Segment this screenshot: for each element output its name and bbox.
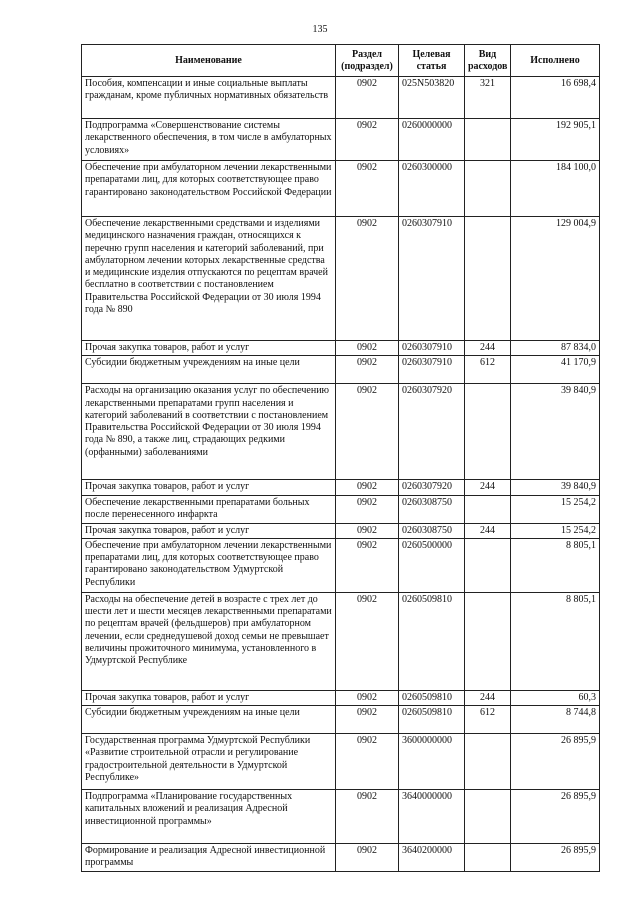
cell-vid: 244 [465, 480, 511, 495]
cell-razdel: 0902 [336, 356, 399, 384]
cell-ispolneno: 41 170,9 [511, 356, 600, 384]
budget-table [81, 44, 600, 872]
cell-vid [465, 538, 511, 592]
cell-name: Прочая закупка товаров, работ и услуг [82, 690, 336, 705]
header-razdel: Раздел (подраздел) [336, 45, 399, 77]
cell-vid: 244 [465, 523, 511, 538]
table-row [82, 538, 600, 592]
cell-name: Подпрограмма «Планирование государственных капитальных вложений и реализация Адресной инвестиционной программы» [82, 790, 336, 844]
cell-razdel: 0902 [336, 592, 399, 690]
cell-vid [465, 844, 511, 872]
table-row [82, 119, 600, 161]
header-ispolneno: Исполнено [511, 45, 600, 77]
cell-name: Формирование и реализация Адресной инвестиционной программы [82, 844, 336, 872]
cell-ispolneno: 26 895,9 [511, 844, 600, 872]
cell-ispolneno: 60,3 [511, 690, 600, 705]
cell-vid: 244 [465, 690, 511, 705]
cell-razdel: 0902 [336, 217, 399, 341]
cell-name: Субсидии бюджетным учреждениям на иные цели [82, 356, 336, 384]
table-row [82, 495, 600, 523]
table-row [82, 480, 600, 495]
cell-name: Обеспечение при амбулаторном лечении лекарственными препаратами лиц, для которых соответствующее право гарантировано законодательством Российской Федерации [82, 161, 336, 217]
cell-statya: 0260308750 [399, 523, 465, 538]
cell-statya: 025N503820 [399, 77, 465, 119]
cell-razdel: 0902 [336, 384, 399, 480]
cell-statya: 0260300000 [399, 161, 465, 217]
cell-vid [465, 790, 511, 844]
cell-razdel: 0902 [336, 790, 399, 844]
cell-ispolneno: 8 805,1 [511, 592, 600, 690]
cell-ispolneno: 15 254,2 [511, 495, 600, 523]
table-row [82, 161, 600, 217]
table-row [82, 790, 600, 844]
table-row [82, 384, 600, 480]
table-row [82, 77, 600, 119]
table-row [82, 341, 600, 356]
cell-ispolneno: 87 834,0 [511, 341, 600, 356]
cell-statya: 0260509810 [399, 706, 465, 734]
cell-vid [465, 734, 511, 790]
cell-statya: 0260307920 [399, 384, 465, 480]
cell-ispolneno: 16 698,4 [511, 77, 600, 119]
cell-name: Государственная программа Удмуртской Республики «Развитие строительной отрасли и регулирование градостроительной деятельности в Удмуртской Республике» [82, 734, 336, 790]
cell-ispolneno: 129 004,9 [511, 217, 600, 341]
cell-vid [465, 495, 511, 523]
cell-razdel: 0902 [336, 706, 399, 734]
cell-razdel: 0902 [336, 119, 399, 161]
cell-razdel: 0902 [336, 161, 399, 217]
cell-name: Обеспечение лекарственными препаратами больных после перенесенного инфаркта [82, 495, 336, 523]
cell-ispolneno: 26 895,9 [511, 790, 600, 844]
cell-name: Прочая закупка товаров, работ и услуг [82, 523, 336, 538]
header-statya: Целевая статья [399, 45, 465, 77]
cell-ispolneno: 8 744,8 [511, 706, 600, 734]
header-name: Наименование [82, 45, 336, 77]
cell-vid [465, 119, 511, 161]
cell-ispolneno: 26 895,9 [511, 734, 600, 790]
cell-razdel: 0902 [336, 538, 399, 592]
cell-razdel: 0902 [336, 77, 399, 119]
table-row [82, 523, 600, 538]
cell-vid [465, 161, 511, 217]
table-row [82, 217, 600, 341]
cell-razdel: 0902 [336, 523, 399, 538]
header-vid: Вид расходов [465, 45, 511, 77]
cell-statya: 3600000000 [399, 734, 465, 790]
table-header-row [82, 45, 600, 77]
cell-name: Субсидии бюджетным учреждениям на иные цели [82, 706, 336, 734]
cell-name: Обеспечение при амбулаторном лечении лекарственными препаратами лиц, для которых соответствующее право гарантировано законодательством Удмуртской Республики [82, 538, 336, 592]
cell-name: Подпрограмма «Совершенствование системы лекарственного обеспечения, в том числе в амбулаторных условиях» [82, 119, 336, 161]
cell-ispolneno: 184 100,0 [511, 161, 600, 217]
cell-razdel: 0902 [336, 734, 399, 790]
cell-name: Пособия, компенсации и иные социальные выплаты гражданам, кроме публичных нормативных обязательств [82, 77, 336, 119]
cell-vid [465, 384, 511, 480]
cell-statya: 3640000000 [399, 790, 465, 844]
table-row [82, 734, 600, 790]
cell-ispolneno: 15 254,2 [511, 523, 600, 538]
cell-statya: 0260500000 [399, 538, 465, 592]
table-row [82, 592, 600, 690]
cell-statya: 0260509810 [399, 690, 465, 705]
cell-razdel: 0902 [336, 690, 399, 705]
cell-ispolneno: 39 840,9 [511, 384, 600, 480]
cell-vid: 612 [465, 706, 511, 734]
cell-razdel: 0902 [336, 480, 399, 495]
cell-name: Расходы на обеспечение детей в возрасте с трех лет до шести лет и шести месяцев лекарственными препаратами по рецептам врачей (фельдшеров) при амбулаторном лечении, если среднедушевой доход семьи не превышает величины прожиточного минимума, установленного в Удмуртской Республике [82, 592, 336, 690]
page-number: 135 [312, 24, 328, 35]
cell-vid [465, 217, 511, 341]
cell-vid: 244 [465, 341, 511, 356]
cell-statya: 0260308750 [399, 495, 465, 523]
cell-vid [465, 592, 511, 690]
cell-ispolneno: 39 840,9 [511, 480, 600, 495]
cell-statya: 0260307910 [399, 356, 465, 384]
cell-razdel: 0902 [336, 341, 399, 356]
table-row [82, 690, 600, 705]
cell-name: Прочая закупка товаров, работ и услуг [82, 480, 336, 495]
cell-statya: 0260307910 [399, 341, 465, 356]
cell-vid: 321 [465, 77, 511, 119]
cell-statya: 0260509810 [399, 592, 465, 690]
table-row [82, 844, 600, 872]
cell-statya: 0260307910 [399, 217, 465, 341]
cell-ispolneno: 192 905,1 [511, 119, 600, 161]
cell-name: Расходы на организацию оказания услуг по обеспечению лекарственными препаратами групп населения и категорий заболеваний в соответствии с постановлением Правительства Российской Федерации от 30 июля 1994 года № 890, а также лиц, страдающих редкими (орфанными) заболеваниями [82, 384, 336, 480]
cell-statya: 0260307920 [399, 480, 465, 495]
cell-statya: 3640200000 [399, 844, 465, 872]
cell-razdel: 0902 [336, 844, 399, 872]
cell-name: Прочая закупка товаров, работ и услуг [82, 341, 336, 356]
cell-ispolneno: 8 805,1 [511, 538, 600, 592]
cell-name: Обеспечение лекарственными средствами и изделиями медицинского назначения граждан, относящихся к перечню групп населения и категорий заболеваний, при амбулаторном лечении которых лекарственные средства и медицинские изделия отпускаются по рецептам врачей бесплатно в соответствии с постановлением Правительства Российской Федерации от 30 июля 1994 года № 890 [82, 217, 336, 341]
cell-vid: 612 [465, 356, 511, 384]
table-row [82, 356, 600, 384]
table-row [82, 706, 600, 734]
cell-statya: 0260000000 [399, 119, 465, 161]
cell-razdel: 0902 [336, 495, 399, 523]
